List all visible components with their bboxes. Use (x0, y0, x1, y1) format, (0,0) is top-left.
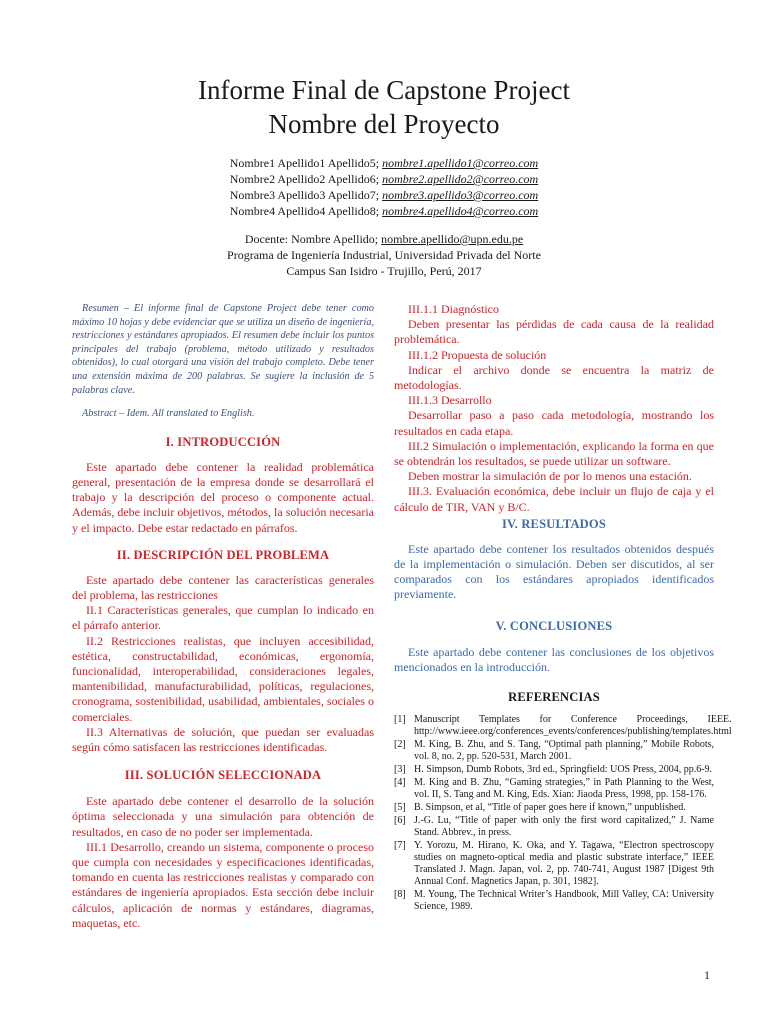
reference-item: [8] M. Young, The Technical Writer’s Handbook, Mill Valley, CA: University Science, 1989. (394, 889, 714, 913)
reference-item: [6] J.-G. Lu, “Title of paper with only the first word capitalized,” J. Name Stand. Abbrev., in press. (394, 815, 714, 839)
section-heading-introduccion: I. INTRODUCCIÓN (165, 434, 281, 449)
author-list (0, 155, 768, 219)
docente-email[interactable]: nombre.apellido@upn.edu.pe (381, 232, 524, 246)
diagnostico-title: III.1.1 Diagnóstico (408, 302, 499, 316)
desarrollo-title: III.1.3 Desarrollo (408, 393, 492, 408)
section-heading-referencias: REFERENCIAS (508, 690, 600, 705)
affiliation (0, 231, 768, 279)
paper-title: Informe Final de Capstone Project (198, 75, 570, 105)
campus-line: Campus San Isidro - Trujillo, Perú, 2017 (286, 264, 482, 278)
author-email[interactable]: nombre4.apellido4@correo.com (382, 204, 539, 218)
author-line (0, 171, 768, 187)
author-email[interactable]: nombre2.apellido2@correo.com (382, 172, 539, 186)
propuesta-title: III.1.2 Propuesta de solución (408, 347, 547, 362)
section-heading-conclusiones: V. CONCLUSIONES (495, 618, 613, 633)
introduccion-text: Este apartado debe contener la realidad problemática general, presentación de la empresa donde se desarrollará el trabajo y la descripción del proceso o componente actual. Además, debe incluir objetivos, métodos, la solución necesaria y el impacto. Debe estar redactado en párrafos. (72, 459, 374, 535)
right-column (394, 302, 732, 914)
problema-alternativas: II.3 Alternativas de solución, que puedan ser evaluadas según cómo satisfacen las restricciones identificadas. (72, 724, 374, 754)
solucion-desarrollo: III.1 Desarrollo, creando un sistema, componente o proceso que cumpla con necesidades y especificaciones identificadas, tomando en cuenta las restricciones realistas y comparado con estándares de ingeniería apropiados. Esta sección debe incluir cálculos, aplicación de normas y estándares, diagramas, maquetas, etc. (72, 839, 374, 930)
abstract-en: Abstract – Idem. All translated to English. (82, 408, 255, 420)
author-email[interactable]: nombre1.apellido1@correo.com (382, 156, 539, 170)
problema-restricciones: II.2 Restricciones realistas, que incluyen accesibilidad, estética, constructabilidad, económicas, ergonomía, funcionalidad, interoperabilidad, consideraciones legales, mantenibilidad, manufacturabilidad, políticas, regulaciones, cronograma, sostenibilidad, usabilidad, ambientales, sociales o comerciales. (72, 633, 374, 724)
conclusiones-text: Este apartado debe contener las conclusiones de los objetivos mencionados en la introducción. (394, 644, 714, 674)
section-heading-resultados: IV. RESULTADOS (501, 516, 606, 531)
docente-line (0, 231, 768, 247)
solucion-text: Este apartado debe contener el desarrollo de la solución óptima seleccionada y una simulación para obtención de resultados, en caso de no poder ser implementada. (72, 794, 374, 839)
resultados-text: Este apartado debe contener los resultados obtenidos después de la implementación o simulación. Deben ser discutidos, al ser comparados con los estándares apropiados identificados previamente. (394, 541, 714, 602)
author-email[interactable]: nombre3.apellido3@correo.com (382, 188, 539, 202)
section-heading-problema: II. DESCRIPCIÓN DEL PROBLEMA (116, 547, 330, 562)
problema-caracteristicas: II.1 Características generales, que cumplan lo indicado en el párrafo anterior. (72, 603, 374, 633)
author-name: Nombre1 Apellido1 Apellido5; (229, 156, 383, 170)
reference-item: [4] M. King and B. Zhu, “Gaming strategies,” in Path Planning to the West, vol. II, S. Tang and M. King, Eds. Xian: Jiaoda Press, 1998, pp. 158-176. (394, 777, 714, 801)
problema-text: Este apartado debe contener las características generales del problema, las restricciones (72, 572, 374, 602)
section-heading-solucion: III. SOLUCIÓN SELECCIONADA (124, 768, 322, 783)
desarrollo-text: Desarrollar paso a paso cada metodología, mostrando los resultados en cada etapa. (394, 408, 714, 438)
propuesta-text: Indicar el archivo donde se encuentra la matriz de metodologías. (394, 362, 714, 393)
reference-item: [7] Y. Yorozu, M. Hirano, K. Oka, and Y. Tagawa, “Electron spectroscopy studies on magneto-optical media and plastic substrate interface,” IEEE Translated J. Magn. Japan, vol. 2, pp. 740-741, August 1987 [Digest 9th Annual Conf. Magnetics Japan, p. 301, 1982]. (394, 840, 714, 888)
author-line (0, 187, 768, 203)
diagnostico-text: Deben presentar las pérdidas de cada causa de la realidad problemática. (394, 317, 714, 347)
left-column (72, 302, 374, 931)
reference-list (394, 714, 732, 913)
author-line (0, 155, 768, 171)
abstract-es: Resumen – El informe final de Capstone Project debe tener como máximo 10 hojas y debe evidenciar que se utiliza un diseño de ingeniería, restricciones y estándares apropiados. El resumen debe incluir los puntos principales del trabajo (problema, método utilizado y resultados obtenidos), lo cual otorgará una visión del trabajo completo. Debe tener una extensión máxima de 200 palabras. Se sugiere la inclusión de 5 palabras clave. (72, 303, 374, 396)
page-number: 1 (704, 968, 710, 982)
author-name: Nombre4 Apellido4 Apellido8; (229, 204, 383, 218)
reference-item: [5] B. Simpson, et al, “Title of paper goes here if known,” unpublished. (394, 802, 686, 814)
author-line (0, 203, 768, 219)
project-name: Nombre del Proyecto (268, 109, 500, 139)
program-line: Programa de Ingeniería Industrial, Universidad Privada del Norte (227, 248, 541, 262)
simulacion-estacion-text: Deben mostrar la simulación de por lo menos una estación. (408, 469, 692, 484)
reference-item: [3] H. Simpson, Dumb Robots, 3rd ed., Springfield: UOS Press, 2004, pp.6-9. (394, 764, 713, 776)
reference-item: [1] Manuscript Templates for Conference Proceedings, IEEE. http://www.ieee.org/conferences_events/conferences/publishing/templates.html (394, 714, 732, 738)
simulacion-text: III.2 Simulación o implementación, explicando la forma en que se obtendrán los resultados, se puede utilizar un software. (394, 438, 714, 469)
docente-label: Docente: Nombre Apellido; (244, 232, 382, 246)
author-name: Nombre3 Apellido3 Apellido7; (229, 188, 383, 202)
reference-item: [2] M. King, B. Zhu, and S. Tang, “Optimal path planning,” Mobile Robots, vol. 8, no. 2, pp. 520-531, March 2001. (394, 739, 714, 763)
author-name: Nombre2 Apellido2 Apellido6; (229, 172, 383, 186)
evaluacion-text: III.3. Evaluación económica, debe incluir un flujo de caja y el cálculo de TIR, VAN y B/C. (394, 484, 714, 514)
